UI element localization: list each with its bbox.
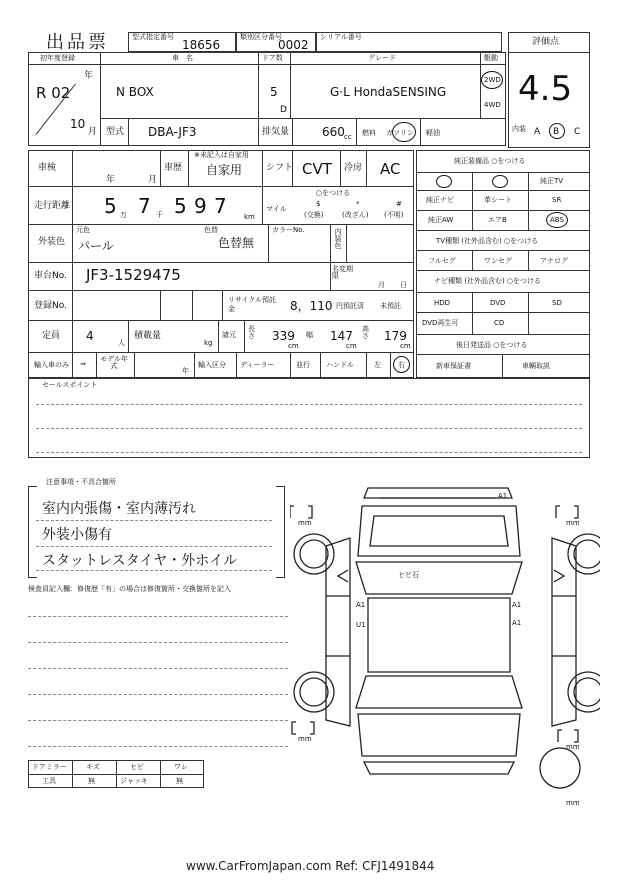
footer-header-crack: ヒビ	[130, 763, 144, 771]
footer-value-jack: ジャッキ	[120, 777, 148, 785]
equip-tv: 純正TV	[540, 177, 564, 185]
damage-mark-left-door-2: U1	[356, 621, 366, 629]
doors-value: 5	[270, 85, 278, 99]
mileage-sen: 千	[156, 211, 163, 219]
height-cm: cm	[400, 342, 411, 350]
history-label: 車歴	[164, 163, 183, 173]
category-label: 類別区分番号	[240, 33, 282, 41]
model-cert-label: 型式指定番号	[132, 33, 174, 41]
dims-label: 諸元	[222, 331, 236, 339]
abs-circle	[546, 212, 568, 228]
car-damage-diagram	[290, 476, 600, 816]
note-line-3: スタットレスタイヤ・外ホイル	[42, 553, 238, 569]
later-warranty: 新車保証書	[436, 362, 471, 370]
model-year-label: モデル年式	[100, 355, 128, 370]
parallel-label: 並行	[296, 361, 310, 369]
year-unit: 年	[84, 71, 94, 81]
footer-value-tools: 工具	[42, 777, 56, 785]
mile-label: マイル	[266, 205, 287, 213]
damage-mark-right-door-2: A1	[512, 619, 522, 627]
load-label: 積載量	[134, 331, 162, 341]
note-line-2: 外装小傷有	[42, 527, 112, 543]
equip-aw: 純正AW	[428, 216, 454, 224]
damage-mark-chip: ヒビ石	[398, 571, 419, 579]
tv-title: TV種類 (社外品含む) ○をつける	[436, 237, 539, 245]
mileage-label: 走行距離	[34, 201, 71, 211]
category-value: 0002	[278, 38, 309, 52]
capacity-label: 定員	[42, 331, 61, 341]
color-change-value: 色替無	[218, 236, 255, 250]
recycle-label: リサイクル預託金	[228, 296, 277, 314]
mileage-digit-2: 7	[138, 194, 151, 218]
score-label: 評価点	[532, 37, 560, 47]
note-line-1: 室内内張傷・室内薄汚れ	[42, 501, 196, 517]
orig-color-label: 元色	[76, 226, 90, 234]
drive-4wd: 4WD	[484, 101, 501, 109]
damage-mark-right-door-1: A1	[512, 601, 522, 609]
mileage-circle-note: ○をつける	[316, 189, 351, 197]
unknown-label: (不明)	[384, 211, 404, 219]
recycle-not: 未預託	[380, 302, 401, 310]
drive-2wd-circle	[481, 71, 503, 89]
right-circle	[393, 356, 410, 373]
power-window-icon	[492, 175, 508, 188]
shift-value: CVT	[302, 160, 332, 178]
recycle-value: 8，110	[290, 299, 333, 313]
footer-value-none-2: 無	[176, 777, 183, 785]
history-value: 自家用	[206, 163, 243, 177]
name-change-day: 日	[400, 281, 407, 289]
hash-sign: #	[396, 200, 402, 208]
import-label: 輸入車のみ	[34, 361, 69, 369]
displacement-value: 660	[322, 125, 345, 139]
fuel-label: 燃料	[362, 129, 376, 137]
sheet-title: 出品票	[46, 32, 109, 53]
recycle-deposited: 円預託済	[336, 302, 364, 310]
mileage-man: 万	[120, 211, 127, 219]
ac-value: AC	[380, 160, 401, 178]
model-cert-value: 18656	[182, 38, 221, 52]
color-no-field: カラーNo.	[272, 226, 305, 234]
handle-label: ハンドル	[326, 361, 354, 369]
later-manual: 車輌取説	[522, 362, 550, 370]
drive-2wd: 2WD	[484, 76, 501, 84]
height-label: 高さ	[362, 325, 369, 340]
navi-sd: SD	[552, 299, 562, 307]
door-type: D	[280, 105, 287, 115]
navi-cd: CD	[494, 319, 505, 327]
mileage-digit-3: 5	[174, 194, 187, 218]
inspection-year-unit: 年	[106, 175, 116, 185]
navi-title: ナビ種類 (社外品含む) ○をつける	[434, 277, 542, 285]
height-value: 179	[384, 329, 407, 343]
mileage-unit: km	[244, 213, 255, 221]
notes-bracket-left	[28, 486, 37, 578]
doors-label: ドア数	[262, 54, 283, 62]
month-unit: 月	[88, 127, 98, 137]
capacity-unit: 人	[118, 339, 125, 347]
orig-color-value: パール	[78, 239, 114, 253]
sales-point-block	[28, 378, 590, 458]
navi-hdd: HDD	[434, 299, 451, 307]
equip-abs: ABS	[550, 216, 564, 224]
grade-value: G·L HondaSENSING	[330, 85, 447, 99]
tv-fullseg: フルセグ	[428, 257, 456, 265]
equip-sr: SR	[552, 196, 562, 204]
chassis-value: JF3-1529475	[86, 266, 181, 284]
inspection-month-unit: 月	[148, 175, 158, 185]
tv-analog: アナログ	[540, 257, 568, 265]
length-value: 339	[272, 329, 295, 343]
tire-mm-fl: mm	[298, 519, 312, 527]
ac-label: 冷房	[344, 163, 363, 173]
equip-airbag: エアB	[488, 216, 507, 224]
interior-c: C	[574, 127, 581, 137]
name-change-month: 月	[378, 281, 385, 289]
inspection-label: 車検	[38, 163, 57, 173]
capacity-value: 4	[86, 329, 94, 343]
tire-mm-rr: mm	[566, 743, 580, 751]
right-label: 右	[398, 361, 405, 369]
width-cm: cm	[346, 342, 357, 350]
name-change-label: 名変期限	[332, 265, 353, 280]
import-arrow: ⇒	[80, 360, 86, 368]
color-change-label: 色替	[204, 226, 218, 234]
width-label: 幅	[306, 331, 313, 339]
notes-bracket-right	[276, 486, 285, 578]
equip-navi: 純正ナビ	[426, 196, 454, 204]
later-title: 後日発送品 ○をつける	[456, 341, 528, 349]
width-value: 147	[330, 329, 353, 343]
shift-label: シフト	[266, 163, 294, 173]
interior-b: B	[553, 127, 560, 137]
first-reg-label: 初年度登録	[40, 54, 75, 62]
equipment-title: 純正装備品 ○をつける	[454, 157, 526, 165]
tire-mm-spare: mm	[566, 799, 580, 807]
displacement-unit: cc	[344, 133, 352, 141]
tire-mm-rl: mm	[298, 735, 312, 743]
car-name-label: 車 名	[172, 54, 193, 62]
dealer-label: ディーラー	[240, 361, 275, 369]
tire-mm-fr: mm	[566, 519, 580, 527]
mileage-digit-4: 9	[194, 194, 207, 218]
length-label: 長さ	[248, 325, 255, 340]
model-label: 型式	[106, 127, 125, 137]
serial-label: シリアル番号	[320, 33, 362, 41]
equip-leather: 革シート	[484, 196, 512, 204]
import-cat-label: 輸入区分	[198, 361, 226, 369]
sales-point-label: セールスポイント	[42, 381, 98, 389]
int-color-label: 内装色	[334, 228, 342, 249]
inspector-note: 検査員記入欄：修復歴「有」の場合は修復箇所・交換箇所を記入	[28, 585, 231, 593]
dollar-sign: $	[316, 200, 321, 208]
navi-dvd-play: DVD再生可	[422, 319, 459, 327]
score-value: 4.5	[518, 69, 573, 109]
car-name: N BOX	[116, 85, 154, 99]
era-year: R 02	[36, 84, 71, 102]
left-label: 左	[374, 361, 381, 369]
length-cm: cm	[288, 342, 299, 350]
damage-mark-front: A1	[498, 492, 508, 500]
reg-no-label: 登録No.	[34, 301, 67, 311]
footer-header-break: ワレ	[174, 763, 188, 771]
drive-label: 駆動	[484, 54, 498, 62]
displacement-label: 排気量	[262, 127, 290, 137]
damage-mark-left-door-1: A1	[356, 601, 366, 609]
watermark: www.CarFromJapan.com Ref: CFJ1491844	[186, 859, 435, 873]
power-steering-icon	[436, 175, 452, 188]
load-unit: kg	[204, 339, 213, 347]
star-sign: *	[356, 200, 360, 208]
tamper-label: (改ざん)	[342, 211, 369, 219]
footer-header-scratch: キズ	[86, 763, 100, 771]
history-note: ※未記入は自家用	[194, 151, 249, 159]
interior-label: 内装	[512, 125, 526, 133]
chassis-label: 車台No.	[34, 271, 67, 281]
footer-value-none-1: 無	[88, 777, 95, 785]
footer-header-mirror: ドアミラー	[32, 763, 67, 771]
exchange-label: (交換)	[304, 211, 324, 219]
fuel-value: ガソリン	[386, 129, 414, 137]
mileage-digit-5: 7	[214, 194, 227, 218]
model-value: DBA-JF3	[148, 125, 197, 139]
interior-b-circle	[549, 123, 565, 139]
interior-a: A	[534, 127, 541, 137]
model-year-unit: 年	[182, 367, 189, 375]
fuel-circle	[392, 122, 416, 142]
color-label: 外装色	[38, 237, 66, 247]
mileage-digit-1: 5	[104, 194, 117, 218]
navi-dvd: DVD	[490, 299, 506, 307]
grade-label: グレード	[368, 54, 396, 62]
month-value: 10	[70, 117, 86, 131]
tv-oneseg: ワンセグ	[484, 257, 512, 265]
notes-label: 注意事項・不具合箇所	[46, 478, 116, 486]
light-oil-label: 軽油	[426, 129, 440, 137]
